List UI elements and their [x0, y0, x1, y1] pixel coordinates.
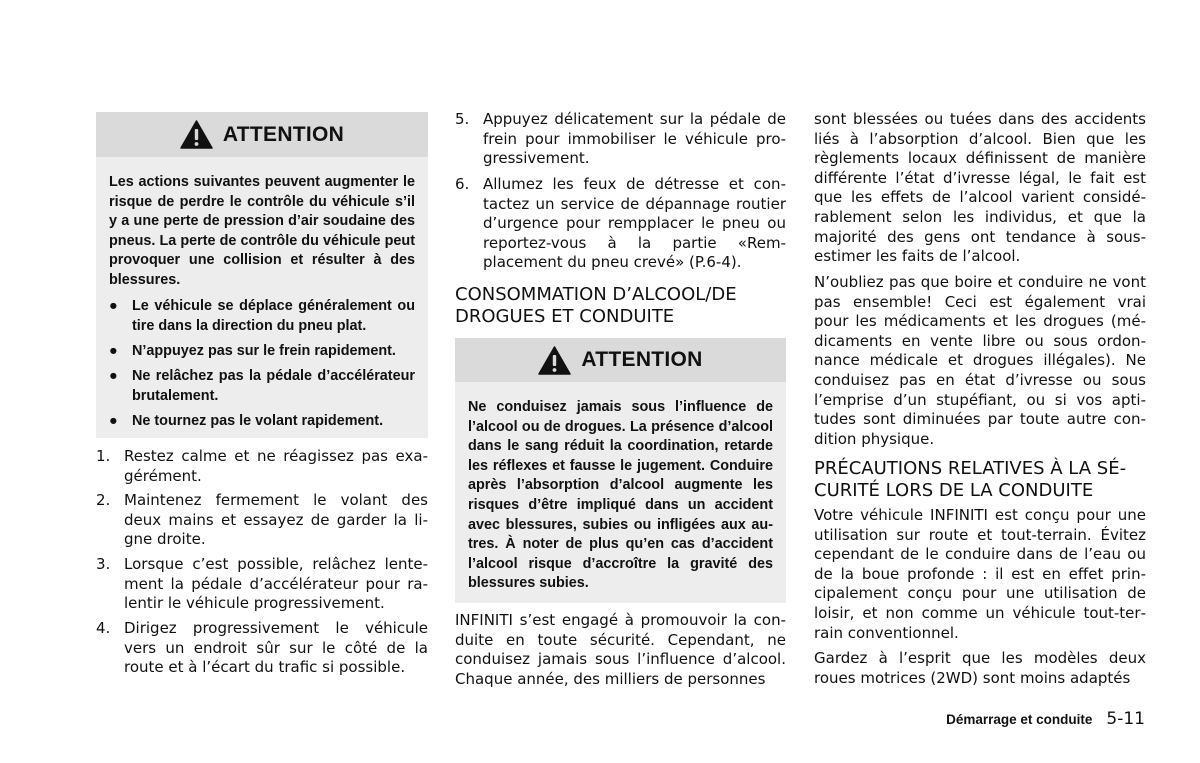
step-number: 1. [96, 447, 111, 465]
body-paragraph: INFINITI s’est engagé à promouvoir la conduite en toute sécurité. Cependant, ne conduisez jamais sous l’influence d’alcool. Chaque année, des milliers de personnes [455, 611, 786, 688]
attention-title: ATTENTION [581, 348, 703, 371]
page-number: 5-11 [1106, 709, 1145, 729]
attention-header [455, 338, 786, 382]
attention-text: Ne conduisez jamais sous l’influence de l’alcool ou de drogues. La présence d’alcool dans le sang réduit la coordination, retarde les réflexes et fausse le jugement. Conduire après l’absorption d’alcool augmente les risques d’être impliqué dans un accident avec blessures, subies ou infligées aux autres. À noter de plus qu’en cas d’accident l’alcool risque d’accroître la gravité des blessures subies. [468, 399, 773, 592]
step-number: 6. [455, 175, 470, 193]
body-paragraph: N’oubliez pas que boire et conduire ne vont pas ensemble! Ceci est également vrai pour les médicaments et les drogues (médicaments en vente libre ou sous ordonnance médicale et drogues illégales). Ne conduisez pas en état d’ivresse ou sous l’emprise d’un stupéfiant, ou si vos aptitudes sont diminuées par toute autre condition physique. [814, 273, 1146, 448]
step-text: Allumez les feux de détresse et contactez un service de dépannage routier d’urgence pour rempplacer le pneu ou reportez-vous à la partie «Remplacement du pneu crevé» (P.6-4). [483, 175, 786, 272]
section-heading: CONSOMMATION D’ALCOOL/DE DROGUES ET CONDUITE [455, 284, 737, 327]
list-item [455, 110, 786, 169]
step-text: Maintenez fermement le volant des deux mains et essayez de garder la ligne droite. [124, 491, 428, 549]
attention-box [96, 112, 428, 438]
list-item [96, 555, 428, 614]
bullet-text: Ne tournez pas le volant rapidement. [132, 413, 384, 429]
bullet-text: Ne relâchez pas la pédale d’accélérateur brutalement. [132, 368, 415, 404]
page-footer [946, 709, 1145, 729]
bullet-text: Le véhicule se déplace généralement ou tire dans la direction du pneu plat. [132, 298, 415, 334]
bullet-item [109, 412, 415, 432]
body-paragraph: Gardez à l’esprit que les modèles deux roues motrices (2WD) sont moins adaptés [814, 649, 1146, 687]
bullet-item [109, 342, 415, 362]
attention-title: ATTENTION [222, 122, 345, 146]
footer-section-title: Démarrage et conduite [946, 712, 1093, 727]
attention-box [455, 338, 786, 603]
step-text: Lorsque c’est possible, relâchez lentement la pédale d’accélérateur pour ralentir le véhicule progressivement. [124, 555, 428, 613]
list-item [96, 491, 428, 550]
body-paragraph: sont blessées ou tuées dans des accidents liés à l’absorption d’alcool. Bien que les règlements locaux définissent de manière différente l’état d’ivresse légal, le fait est que les effets de l’alcool varient considérablement selon les individus, et que la majorité des gens ont tendance à sousestimer les faits de l’alcool. [814, 110, 1146, 266]
warning-triangle-icon [180, 120, 213, 149]
step-number: 4. [96, 619, 111, 637]
step-number: 3. [96, 555, 111, 573]
list-item [96, 447, 428, 486]
step-text: Appuyez délicatement sur la pédale de frein pour immobiliser le véhicule progressivement. [483, 110, 786, 168]
warning-triangle-icon [538, 346, 571, 375]
bullet-item [109, 297, 415, 336]
attention-body [96, 157, 428, 438]
attention-header [96, 112, 428, 157]
bullet-dot: ● [109, 298, 118, 314]
list-item [96, 619, 428, 678]
step-text: Dirigez progressivement le véhicule vers un endroit sûr sur le côté de la route et à l’écart du trafic si possible. [124, 619, 428, 677]
step-text: Restez calme et ne réagissez pas exagérément. [124, 447, 428, 485]
attention-body [455, 382, 786, 603]
step-number: 2. [96, 491, 111, 509]
bullet-dot: ● [109, 368, 118, 384]
step-number: 5. [455, 110, 470, 128]
section-heading: PRÉCAUTIONS RELATIVES À LA SÉCURITÉ LORS DE LA CONDUITE [814, 458, 1127, 501]
bullet-text: N’appuyez pas sur le frein rapidement. [132, 343, 396, 359]
attention-text: Les actions suivantes peuvent augmenter le risque de perdre le contrôle du véhicule s’il y a une perte de pression d’air soudaine des pneus. La perte de contrôle du véhicule peut provoquer une collision et résulter à des blessures. [109, 174, 415, 288]
bullet-item [109, 367, 415, 406]
list-item [455, 175, 786, 273]
bullet-dot: ● [109, 343, 118, 359]
bullet-dot: ● [109, 413, 118, 429]
body-paragraph: Votre véhicule INFINITI est conçu pour une utilisation sur route et tout-terrain. Évitez cependant de le conduire dans de l’eau ou de la boue profonde : il est en effet principalement conçu pour une utilisation de loisir, et non comme un véhicule tout-terrain conventionnel. [814, 506, 1146, 642]
